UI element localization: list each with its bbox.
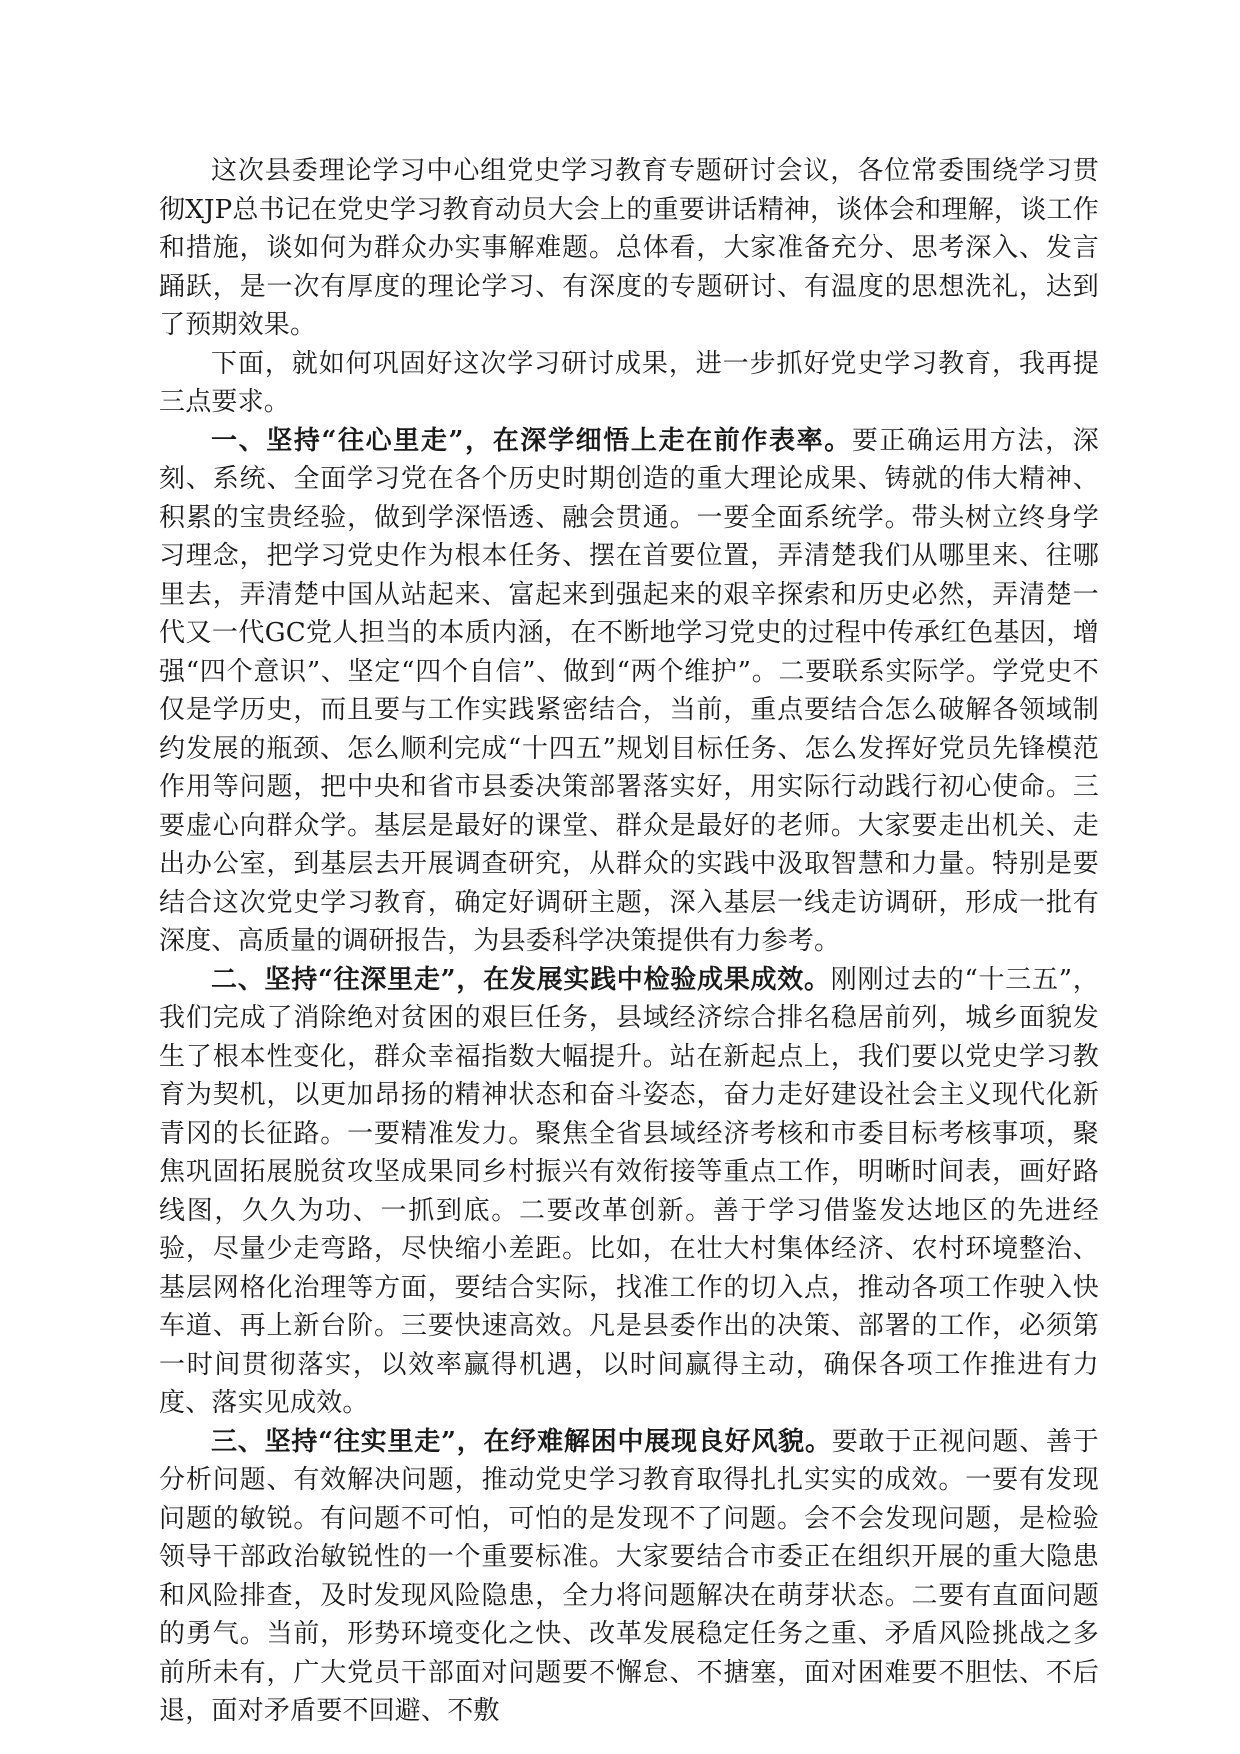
paragraph-text: 要敢于正视问题、善于分析问题、有效解决问题，推动党史学习教育取得扎扎实实的成效。一要有发现问题的敏锐。有问题不可怕，可怕的是发现不了问题。会不会发现问题，是检验领导干部政治敏锐性的一个重要标准。大家要结合市委正在组织开展的重大隐患和风险排查，及时发现风险隐患，全力将问题解决在萌芽状态。二要有直面问题的勇气。当前，形势环境变化之快、改革发展稳定任务之重、矛盾风险挑战之多前所未有，广大党员干部面对问题要不懈怠、不搪塞，面对困难要不胆怯、不后退，面对矛盾要不回避、不敷 (159, 1426, 1099, 1726)
section-heading: 一、坚持“往心里走”，在深学细悟上走在前作表率。 (211, 425, 852, 456)
section-heading: 二、坚持“往深里走”，在发展实践中检验成果成效。 (211, 964, 831, 995)
paragraph-text: 刚刚过去的“十三五”，我们完成了消除绝对贫困的艰巨任务，县域经济综合排名稳居前列，城乡面貌发生了根本性变化，群众幸福指数大幅提升。站在新起点上，我们要以党史学习教育为契机，以更加昂扬的精神状态和奋斗姿态，奋力走好建设社会主义现代化新青冈的长征路。一要精准发力。聚焦全省县域经济考核和市委目标考核事项，聚焦巩固拓展脱贫攻坚成果同乡村振兴有效衔接等重点工作，明晰时间表，画好路线图，久久为功、一抓到底。二要改革创新。善于学习借鉴发达地区的先进经验，尽量少走弯路，尽快缩小差距。比如，在壮大村集体经济、农村环境整治、基层网格化治理等方面，要结合实际，找准工作的切入点，推动各项工作驶入快车道、再上新台阶。三要快速高效。凡是县委作出的决策、部署的工作，必须第一时间贯彻落实，以效率赢得机遇，以时间赢得主动，确保各项工作推进有力度、落实见成效。 (159, 964, 1099, 1418)
section-two (159, 961, 1099, 1423)
paragraph-intro (159, 152, 1099, 345)
paragraph-text: 下面，就如何巩固好这次学习研讨成果，进一步抓好党史学习教育，我再提三点要求。 (159, 348, 1099, 417)
section-one (159, 422, 1099, 961)
section-heading: 三、坚持“往实里走”，在纾难解困中展现良好风貌。 (211, 1426, 832, 1457)
document-page (159, 152, 1099, 1731)
paragraph-text: 这次县委理论学习中心组党史学习教育专题研讨会议，各位常委围绕学习贯彻XJP总书记在党史学习教育动员大会上的重要讲话精神，谈体会和理解，谈工作和措施，谈如何为群众办实事解难题。总体看，大家准备充分、思考深入、发言踊跃，是一次有厚度的理论学习、有深度的专题研讨、有温度的思想洗礼，达到了预期效果。 (159, 156, 1099, 340)
section-three (159, 1423, 1099, 1731)
paragraph-transition (159, 345, 1099, 422)
paragraph-text: 要正确运用方法，深刻、系统、全面学习党在各个历史时期创造的重大理论成果、铸就的伟大精神、积累的宝贵经验，做到学深悟透、融会贯通。一要全面系统学。带头树立终身学习理念，把学习党史作为根本任务、摆在首要位置，弄清楚我们从哪里来、往哪里去，弄清楚中国从站起来、富起来到强起来的艰辛探索和历史必然，弄清楚一代又一代GC党人担当的本质内涵，在不断地学习党史的过程中传承红色基因，增强“四个意识”、坚定“四个自信”、做到“两个维护”。二要联系实际学。学党史不仅是学历史，而且要与工作实践紧密结合，当前，重点要结合怎么破解各领域制约发展的瓶颈、怎么顺利完成“十四五”规划目标任务、怎么发挥好党员先锋模范作用等问题，把中央和省市县委决策部署落实好，用实际行动践行初心使命。三要虚心向群众学。基层是最好的课堂、群众是最好的老师。大家要走出机关、走出办公室，到基层去开展调查研究，从群众的实践中汲取智慧和力量。特别是要结合这次党史学习教育，确定好调研主题，深入基层一线走访调研，形成一批有深度、高质量的调研报告，为县委科学决策提供有力参考。 (159, 425, 1099, 956)
